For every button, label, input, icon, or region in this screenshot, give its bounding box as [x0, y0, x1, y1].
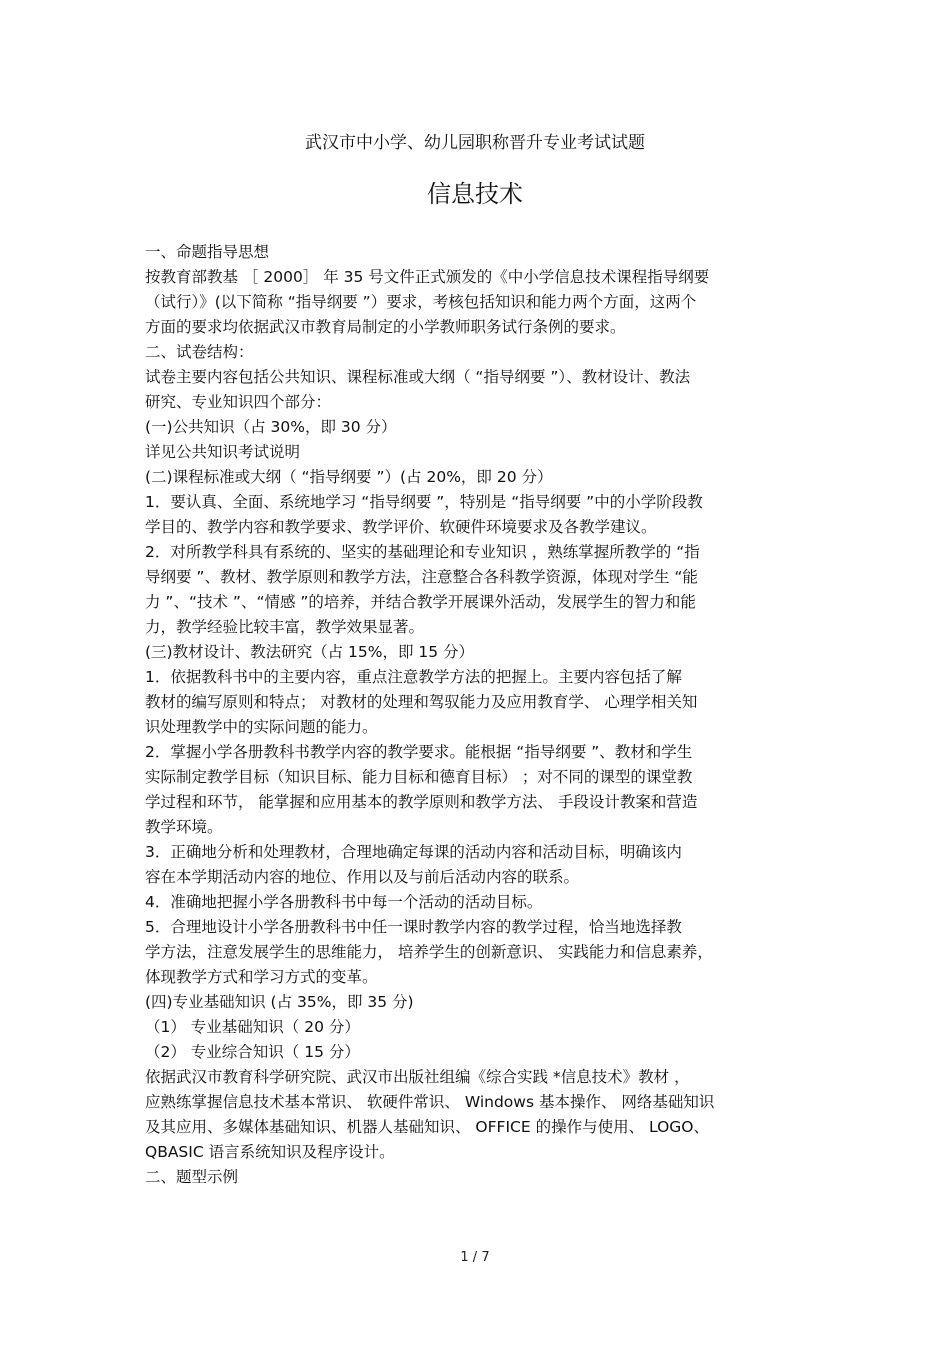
text-line: 力 ”、“技术 ”、“情感 ”的培养，并结合教学开展课外活动，发展学生的智力和能 [145, 593, 696, 611]
text-line: 学方法，注意发展学生的思维能力， 培养学生的创新意识、 实践能力和信息素养， [145, 943, 713, 961]
text-line: 1．要认真、全面、系统地学习 “指导纲要 ”，特别是 “指导纲要 ”中的小学阶段教 [145, 493, 703, 511]
text-line: 二、试卷结构： [145, 343, 254, 361]
exam-title: 武汉市中小学、幼儿园职称晋升专业考试试题 [305, 133, 645, 153]
text-line: 体现教学方式和学习方式的变革。 [145, 968, 378, 986]
text-line: 学过程和环节， 能掌握和应用基本的教学原则和教学方法、 手段设计教案和营造 [145, 793, 698, 811]
text-line: 详见公共知识考试说明 [145, 443, 301, 461]
text-line: 力，教学经验比较丰富，教学效果显著。 [145, 618, 425, 636]
subject-title: 信息技术 [427, 180, 523, 208]
text-line: （试行）》(以下简称 “指导纲要 ”）要求，考核包括知识和能力两个方面，这两个 [145, 293, 697, 311]
text-line: 1．依据教科书中的主要内容，重点注意教学方法的把握上。主要内容包括了解 [145, 668, 682, 686]
text-line: （1） 专业基础知识（ 20 分） [145, 1018, 360, 1036]
text-line: 5．合理地设计小学各册教科书中任一课时教学内容的教学过程，恰当地选择教 [145, 918, 682, 936]
text-line: QBASIC 语言系统知识及程序设计。 [145, 1143, 395, 1161]
text-line: 二、题型示例 [145, 1168, 239, 1186]
text-line: 2．掌握小学各册教科书教学内容的教学要求。能根据 “指导纲要 ”、教材和学生 [145, 743, 693, 761]
text-line: 实际制定教学目标（知识目标、能力目标和德育目标） ；对不同的课型的课堂教 [145, 768, 693, 786]
text-line: 依据武汉市教育科学研究院、武汉市出版社组编《综合实践 *信息技术》教材 ， [145, 1068, 690, 1086]
text-line: 教材的编写原则和特点； 对教材的处理和驾驭能力及应用教育学、 心理学相关知 [145, 693, 698, 711]
text-line: (四)专业基础知识 (占 35%，即 35 分) [145, 993, 414, 1011]
text-line: 教学环境。 [145, 818, 223, 836]
text-line: 学目的、教学内容和教学要求、教学评价、软硬件环境要求及各教学建议。 [145, 518, 657, 536]
text-line: 及其应用、多媒体基础知识、机器人基础知识、 OFFICE 的操作与使用、 LOGO、 [145, 1118, 709, 1136]
text-line: 研究、专业知识四个部分： [145, 393, 332, 411]
text-line: 应熟练掌握信息技术基本常识、 软硬件常识、 Windows 基本操作、 网络基础知识 [145, 1093, 715, 1111]
document-body [145, 240, 815, 1190]
text-line: 导纲要 ”、教材、教学原则和教学方法，注意整合各科教学资源，体现对学生 “能 [145, 568, 698, 586]
text-line: （2） 专业综合知识（ 15 分） [145, 1043, 360, 1061]
text-line: 容在本学期活动内容的地位、作用以及与前后活动内容的联系。 [145, 868, 580, 886]
text-line: (一)公共知识（占 30%，即 30 分） [145, 418, 397, 436]
text-line: (三)教材设计、教法研究（占 15%，即 15 分） [145, 643, 475, 661]
text-line: 4．准确地把握小学各册教科书中每一个活动的活动目标。 [145, 893, 543, 911]
text-line: 按教育部教基 ［ 2000］ 年 35 号文件正式颁发的《中小学信息技术课程指导纲要 [145, 268, 710, 286]
text-line: (二)课程标准或大纲（ “指导纲要 ”）(占 20%，即 20 分） [145, 468, 553, 486]
text-line: 3．正确地分析和处理教材，合理地确定每课的活动内容和活动目标，明确该内 [145, 843, 682, 861]
text-line: 试卷主要内容包括公共知识、课程标准或大纲（ “指导纲要 ”）、教材设计、教法 [145, 368, 691, 386]
text-line: 2．对所教学科具有系统的、坚实的基础理论和专业知识 ，熟练掌握所教学的 “指 [145, 543, 700, 561]
text-line: 方面的要求均依据武汉市教育局制定的小学教师职务试行条例的要求。 [145, 318, 626, 336]
page-number: 1 / 7 [460, 1250, 490, 1265]
text-line: 一、命题指导思想 [145, 243, 270, 261]
text-line: 识处理教学中的实际问题的能力。 [145, 718, 378, 736]
